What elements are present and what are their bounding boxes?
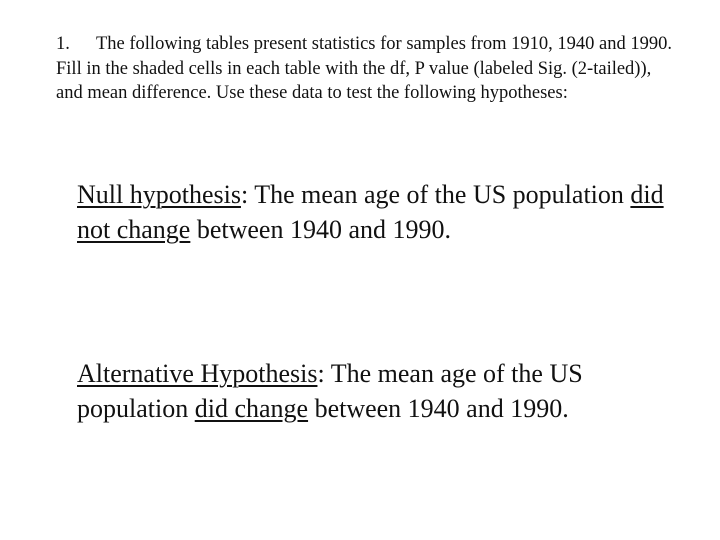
null-hypothesis-emphasis: did not change — [77, 180, 664, 244]
null-hypothesis — [77, 177, 677, 247]
question-number: 1. — [56, 34, 70, 54]
null-hypothesis-separator: : — [240, 180, 255, 209]
alternative-hypothesis-separator: : — [317, 359, 331, 388]
alternative-hypothesis-text-before: The mean age of the US population — [77, 359, 583, 423]
question-text: The following tables present statistics for samples from 1910, 1940 and 1990. Fill in the shaded cells in each table with the df, P value (labeled Sig. (2-tailed)), and mean difference. Use these data to test the following hypotheses: — [56, 34, 672, 103]
alternative-hypothesis-label: Alternative Hypothesis — [77, 359, 318, 388]
question-paragraph — [56, 32, 676, 106]
alternative-hypothesis-text-after: between 1940 and 1990. — [308, 394, 569, 423]
null-hypothesis-text-after: between 1940 and 1990. — [190, 215, 452, 244]
alternative-hypothesis — [77, 356, 677, 426]
null-hypothesis-text-before: The mean age of the US population — [254, 180, 631, 209]
alternative-hypothesis-emphasis: did change — [194, 394, 309, 423]
null-hypothesis-label: Null hypothesis — [77, 180, 241, 209]
